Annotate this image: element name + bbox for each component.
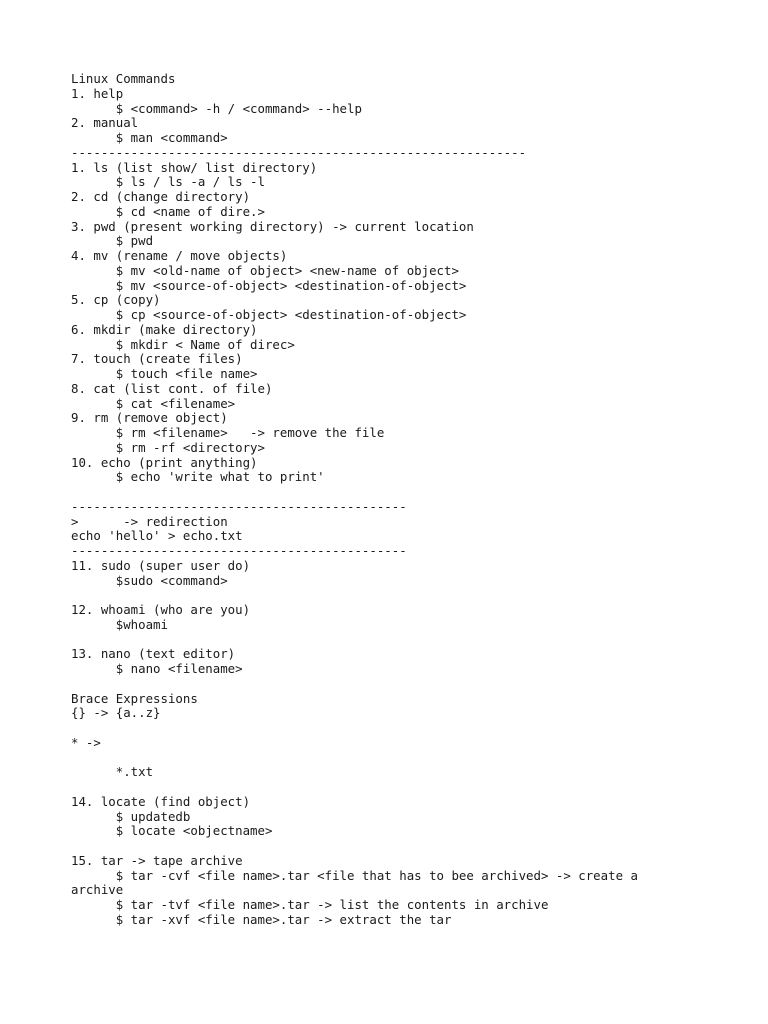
command-heading: 2. cd (change directory)	[71, 189, 251, 204]
command-heading: 4. mv (rename / move objects)	[71, 248, 288, 263]
command-example: $ rm <filename> -> remove the file	[71, 425, 385, 440]
command-example: *.txt	[71, 764, 154, 780]
command-heading: 6. mkdir (make directory)	[71, 321, 258, 337]
command-example: $ cd <name of dire.>	[71, 203, 265, 219]
command-heading: 7. touch (create files)	[71, 351, 243, 367]
command-example: $whoami	[71, 616, 168, 632]
command-heading: 12. whoami (who are you)	[71, 602, 251, 617]
note-line: > -> redirection	[71, 513, 228, 529]
command-example: $ tar -tvf <file name>.tar -> list the contents in archive	[71, 897, 549, 912]
command-example: $ touch <file name>	[71, 366, 258, 381]
document-page	[71, 72, 751, 928]
command-example: $ updatedb	[71, 808, 191, 824]
command-heading: 1. help	[71, 85, 124, 101]
blank-line	[71, 839, 751, 854]
command-example: $ mv <old-name of object> <new-name of object>	[71, 262, 459, 278]
command-heading: 15. tar -> tape archive	[71, 852, 243, 868]
document-title: Linux Commands	[71, 71, 176, 86]
command-heading: 10. echo (print anything)	[71, 454, 258, 470]
command-example: $ rm -rf <directory>	[71, 439, 265, 455]
wrapped-text: archive	[71, 882, 124, 898]
command-heading: 11. sudo (super user do)	[71, 557, 251, 573]
command-example: $ tar -xvf <file name>.tar -> extract the tar	[71, 911, 452, 927]
command-heading: 8. cat (list cont. of file)	[71, 380, 273, 396]
command-example: $ ls / ls -a / ls -l	[71, 174, 265, 190]
command-example: $ pwd	[71, 233, 154, 249]
note-line: * ->	[71, 734, 101, 750]
command-example: $sudo <command>	[71, 572, 228, 588]
command-heading: 5. cp (copy)	[71, 292, 161, 308]
separator-line: ---------------------------------------------	[71, 543, 407, 558]
separator-line: -------------------------------------------------------------	[71, 144, 527, 160]
command-heading: 14. locate (find object)	[71, 793, 251, 809]
command-heading: 2. manual	[71, 115, 139, 131]
blank-line	[71, 751, 751, 766]
command-example: $ tar -cvf <file name>.tar <file that has to bee archived> -> create a	[71, 867, 638, 883]
blank-line	[71, 633, 751, 648]
command-example: $ nano <filename>	[71, 661, 243, 676]
note-line: echo 'hello' > echo.txt	[71, 528, 243, 544]
blank-line	[71, 485, 751, 500]
command-example: $ locate <objectname>	[71, 823, 273, 839]
command-example: $ <command> -h / <command> --help	[71, 100, 362, 116]
command-heading: 3. pwd (present working directory) -> current location	[71, 218, 474, 234]
blank-line	[71, 721, 751, 736]
separator-line: ---------------------------------------------	[71, 498, 407, 514]
command-example: $ mkdir < Name of direc>	[71, 336, 295, 352]
command-heading: 1. ls (list show/ list directory)	[71, 159, 318, 175]
command-example: $ echo 'write what to print'	[71, 469, 325, 485]
command-heading: 13. nano (text editor)	[71, 646, 236, 662]
command-example: $ cat <filename>	[71, 395, 236, 411]
blank-line	[71, 588, 751, 603]
command-example: $ cp <source-of-object> <destination-of-object>	[71, 307, 467, 322]
command-example: $ mv <source-of-object> <destination-of-object>	[71, 277, 467, 293]
command-heading: 9. rm (remove object)	[71, 410, 228, 426]
blank-line	[71, 677, 751, 692]
blank-line	[71, 780, 751, 795]
note-line: {} -> {a..z}	[71, 705, 161, 721]
command-example: $ man <command>	[71, 130, 228, 145]
section-heading: Brace Expressions	[71, 690, 198, 706]
